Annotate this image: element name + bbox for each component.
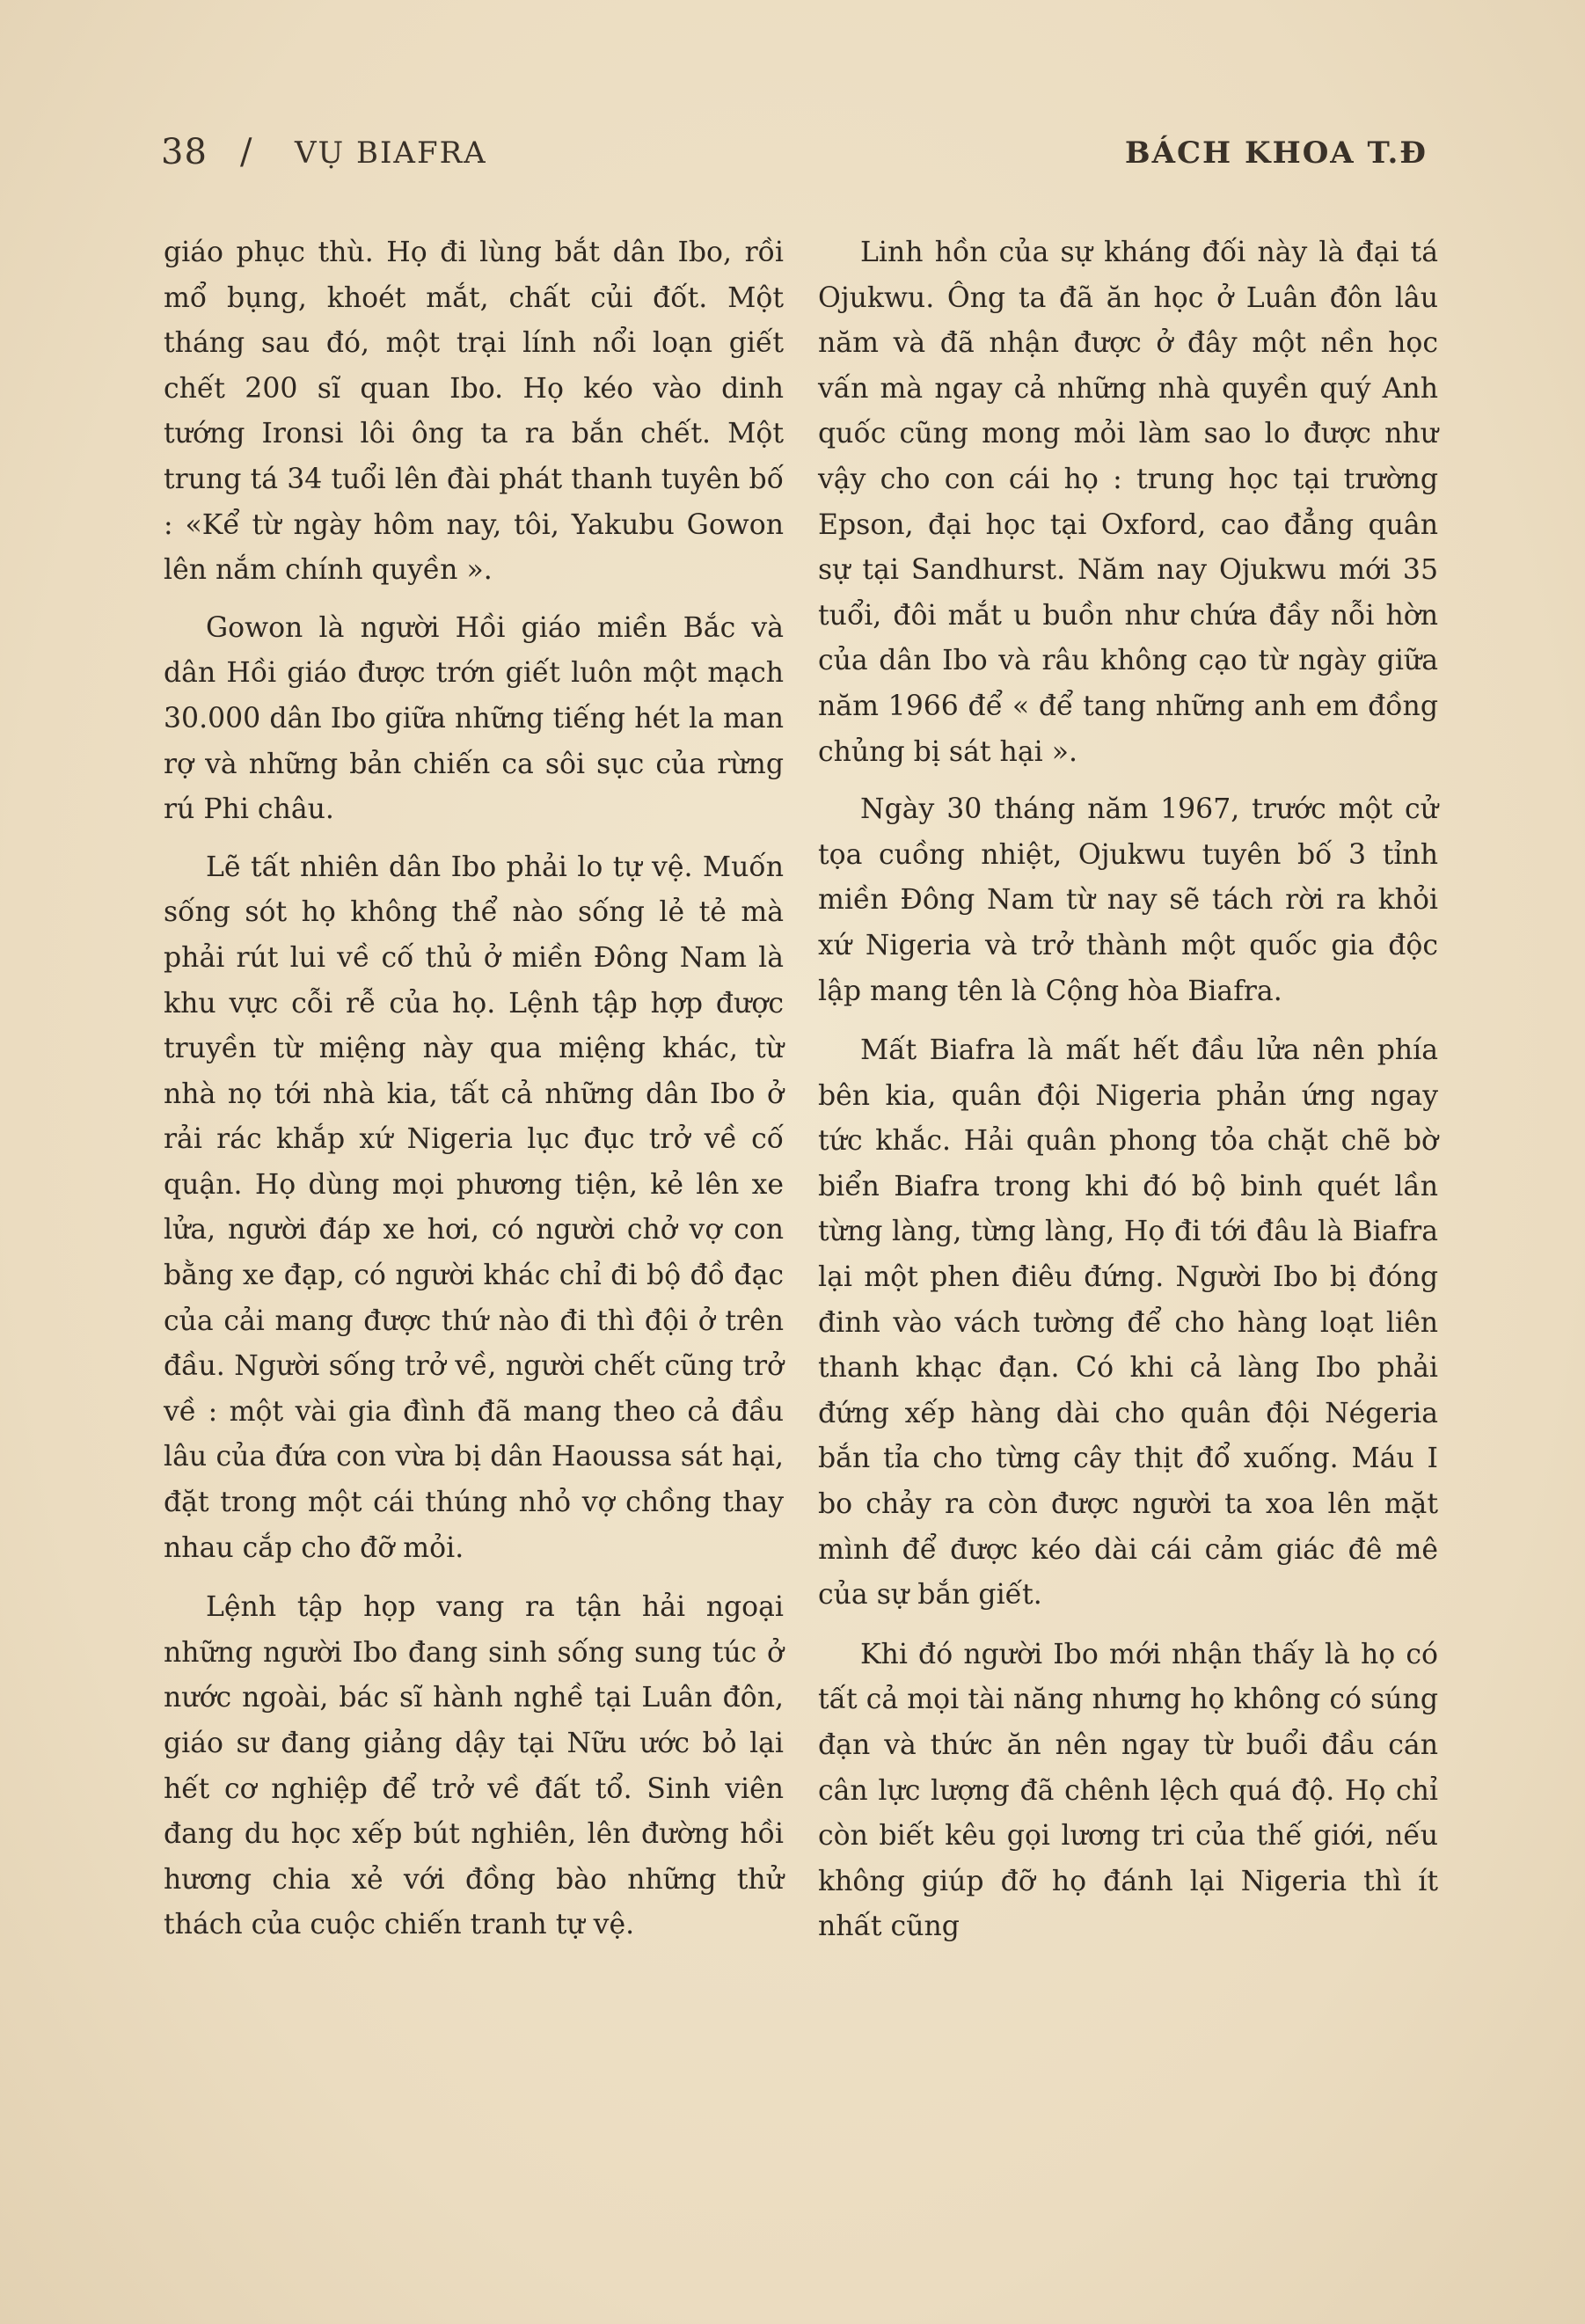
header-separator: / (240, 132, 252, 172)
paragraph: Lẽ tất nhiên dân Ibo phải lo tự vệ. Muốn sống sót họ không thể nào sống lẻ tẻ mà phải rút lui về cố thủ ở miền Đông Nam là khu vực cỗi rễ của họ. Lệnh tập hợp được truyền từ miệng này qua miệng khác, từ nhà nọ tới nhà kia, tất cả những dân Ibo ở rải rác khắp xứ Nigeria lục đục trở về cố quận. Họ dùng mọi phương tiện, kẻ lên xe lửa, người đáp xe hơi, có người chở vợ con bằng xe đạp, có người khác chỉ đi bộ đồ đạc của cải mang được thứ nào đi thì đội ở trên đầu. Người sống trở về, người chết cũng trở về : một vài gia đình đã mang theo cả đầu lâu của đứa con vừa bị dân Haoussa sát hại, đặt trong một cái thúng nhỏ vợ chồng thay nhau cắp cho đỡ mỏi. (164, 851, 784, 1564)
paragraph: Linh hồn của sự kháng đối này là đại tá Ojukwu. Ông ta đã ăn học ở Luân đôn lâu năm và đã nhận được ở đây một nền học vấn mà ngay cả những nhà quyền quý Anh quốc cũng mong mỏi làm sao lo được như vậy cho con cái họ : trung học tại trường Epson, đại học tại Oxford, cao đẳng quân sự tại Sandhurst. Năm nay Ojukwu mới 35 tuổi, đôi mắt u buồn như chứa đầy nỗi hờn của dân Ibo và râu không cạo từ ngày giữa năm 1966 để « để tang những anh em đồng chủng bị sát hại ». (818, 237, 1438, 768)
left-column (164, 230, 784, 1948)
paragraph: Ngày 30 tháng năm 1967, trước một cử tọa cuồng nhiệt, Ojukwu tuyên bố 3 tỉnh miền Đông Nam từ nay sẽ tách rời ra khỏi xứ Nigeria và trở thành một quốc gia độc lập mang tên là Cộng hòa Biafra. (818, 793, 1438, 1007)
page-number: 38 (161, 132, 208, 172)
publication-title: BÁCH KHOA T.Đ (1124, 135, 1428, 171)
paragraph: Khi đó người Ibo mới nhận thấy là họ có tất cả mọi tài năng nhưng họ không có súng đạn và thức ăn nên ngay từ buổi đầu cán cân lực lượng đã chênh lệch quá độ. Họ chỉ còn biết kêu gọi lương tri của thế giới, nếu không giúp đỡ họ đánh lại Nigeria thì ít nhất cũng (818, 1638, 1438, 1943)
paragraph: Gowon là người Hồi giáo miền Bắc và dân Hồi giáo được trớn giết luôn một mạch 30.000 dân Ibo giữa những tiếng hét la man rợ và những bản chiến ca sôi sục của rừng rú Phi châu. (164, 611, 784, 826)
page-header (161, 132, 1428, 185)
paragraph: Mất Biafra là mất hết đầu lửa nên phía bên kia, quân đội Nigeria phản ứng ngay tức khắc. Hải quân phong tỏa chặt chẽ bờ biển Biafra trong khi đó bộ binh quét lần từng làng, từng làng, Họ đi tới đâu là Biafra lại một phen điêu đứng. Người Ibo bị đóng đinh vào vách tường để cho hàng loạt liên thanh khạc đạn. Có khi cả làng Ibo phải đứng xếp hàng dài cho quân đội Négeria bắn tỉa cho từng cây thịt đổ xuống. Máu I bo chảy ra còn được người ta xoa lên mặt mình để được kéo dài cái cảm giác đê mê của sự bắn giết. (818, 1034, 1438, 1611)
running-title: VỤ BIAFRA (295, 135, 487, 171)
paragraph: Lệnh tập họp vang ra tận hải ngoại những người Ibo đang sinh sống sung túc ở nước ngoài, bác sĩ hành nghề tại Luân đôn, giáo sư đang giảng dậy tại Nữu ước bỏ lại hết cơ nghiệp để trở về đất tổ. Sinh viên đang du học xếp bút nghiên, lên đường hồi hương chia xẻ với đồng bào những thử thách của cuộc chiến tranh tự vệ. (164, 1591, 784, 1941)
right-column (818, 230, 1438, 1950)
paragraph: giáo phục thù. Họ đi lùng bắt dân Ibo, rồi mổ bụng, khoét mắt, chất củi đốt. Một tháng sau đó, một trại lính nổi loạn giết chết 200 sĩ quan Ibo. Họ kéo vào dinh tướng Ironsi lôi ông ta ra bắn chết. Một trung tá 34 tuổi lên đài phát thanh tuyên bố : «Kể từ ngày hôm nay, tôi, Yakubu Gowon lên nắm chính quyền ». (164, 237, 784, 587)
